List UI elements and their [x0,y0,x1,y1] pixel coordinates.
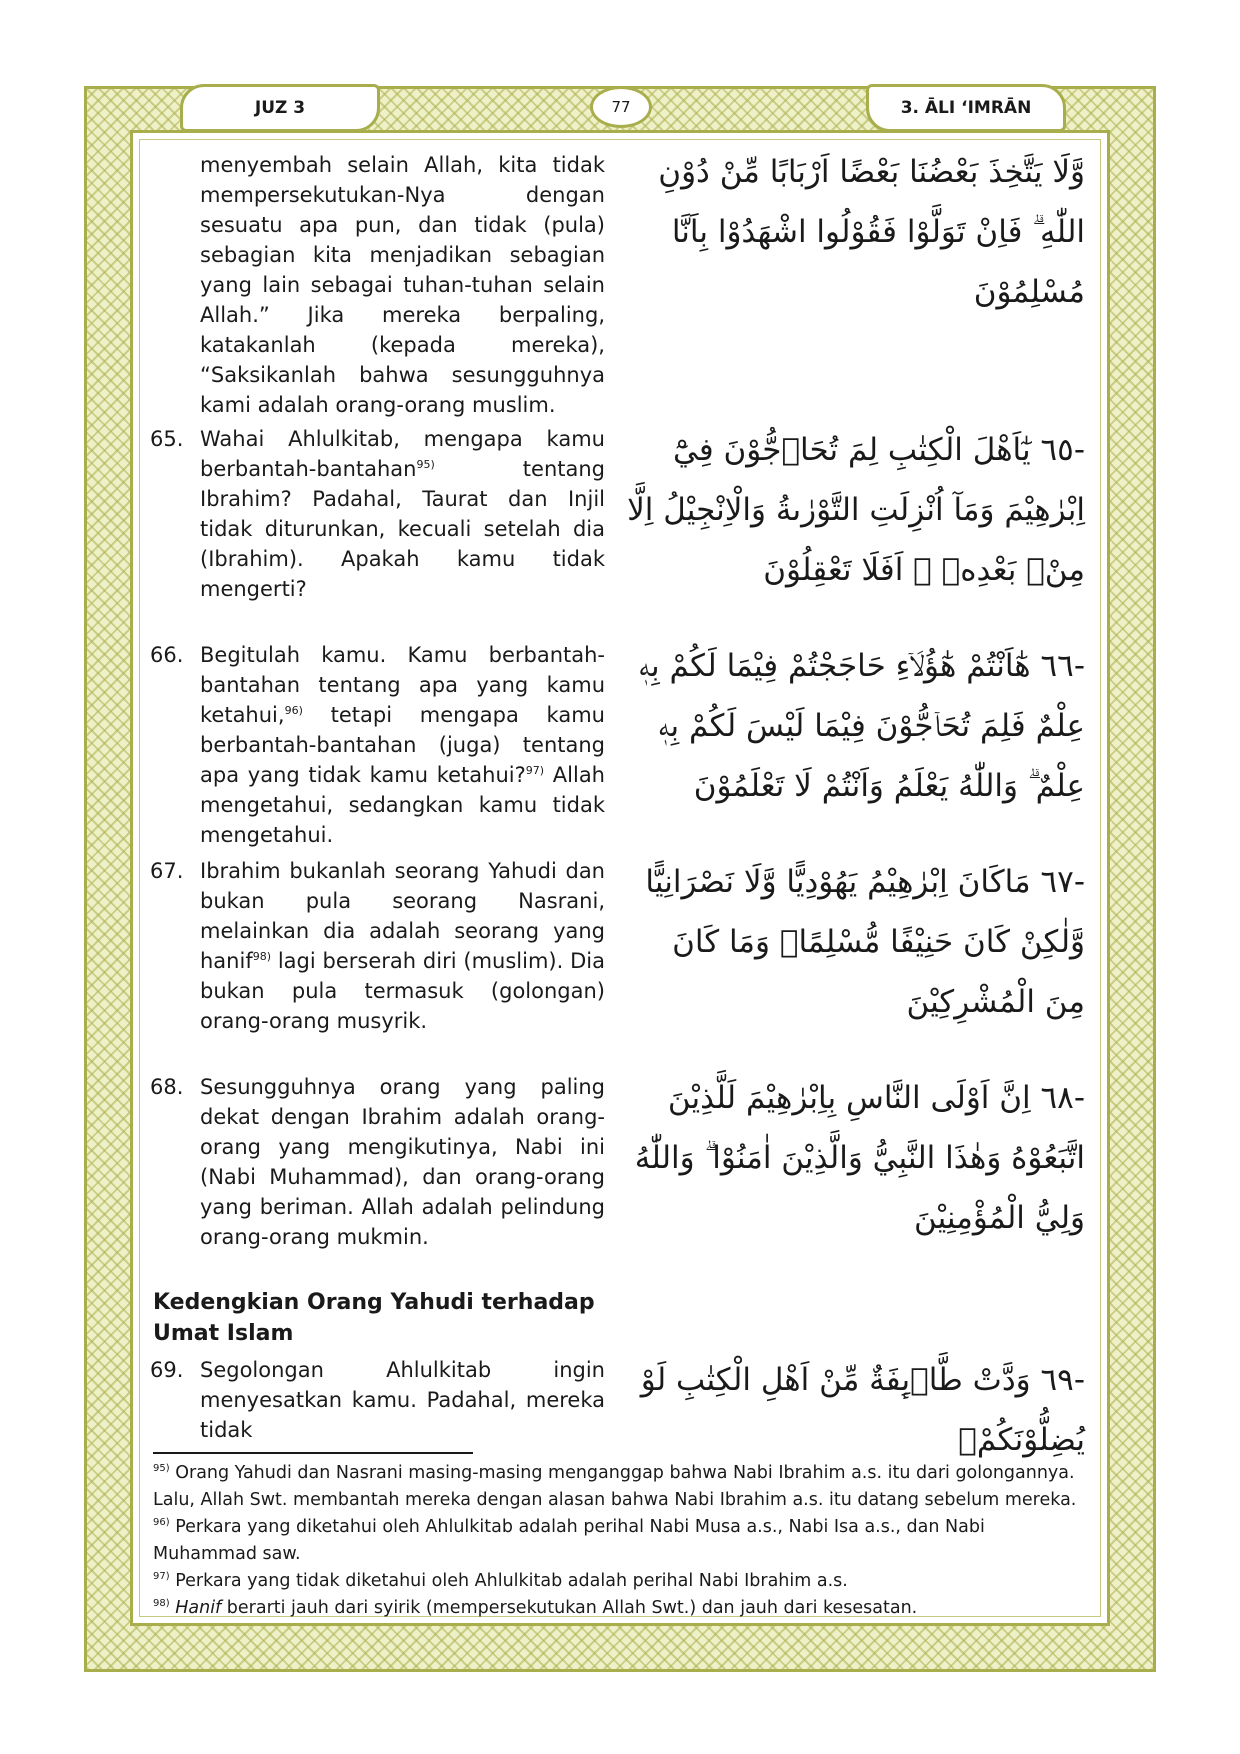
translation-text: Segolongan Ahlulkitab ingin menyesatkan kamu. Padahal, mereka tidak [200,1358,605,1442]
arabic-text: يٰٓاَهْلَ الْكِتٰبِ لِمَ تُحَاۤجُّوْنَ فِيْٓ اِبْرٰهِيْمَ وَمَآ اُنْزِلَتِ التَّوْرٰىةُ وَالْاِنْجِيْلُ اِلَّا مِنْۢ بَعْدِهٖ ۗ اَفَلَا تَعْقِلُوْنَ [627,432,1085,588]
footnote-ref: 98) [252,950,272,963]
page-number [590,86,652,128]
arabic-verse-number: -٦٥ [1040,432,1085,468]
translation-verse-67 [150,856,605,1036]
arabic-verse-65 [625,420,1085,600]
footnote-mark: 97) [153,1571,170,1582]
juz-text: JUZ 3 [254,98,306,118]
footnote-98 [153,1595,1088,1622]
footnote-term: Hanif [175,1598,222,1618]
arabic-text: اِنَّ اَوْلَى النَّاسِ بِاِبْرٰهِيْمَ لَلَّذِيْنَ اتَّبَعُوْهُ وَهٰذَا النَّبِيُّ وَالَّذِيْنَ اٰمَنُوْا ۗ وَاللّٰهُ وَلِيُّ الْمُؤْمِنِيْنَ [634,1080,1085,1236]
footnote-96 [153,1514,1088,1568]
footnote-text: Perkara yang diketahui oleh Ahlulkitab adalah perihal Nabi Musa a.s., Nabi Isa a.s., dan Nabi Muhammad saw. [153,1517,985,1564]
juz-label [180,84,380,132]
verse-number: 66. [150,643,184,667]
translation-text: Ibrahim bukanlah seorang Yahudi dan bukan pula seorang Nasrani, melainkan dia adalah seorang yang hanif$^{98)}$ lagi berserah diri (muslim). Dia bukan pula termasuk (golongan) orang-orang musyrik. [200,859,605,1033]
translation-text: Begitulah kamu. Kamu berbantah-bantahan tentang apa yang kamu ketahui,$^{96)}$ tetapi mengapa kamu berbantah-bantahan (juga) tentang apa yang tidak kamu ketahui?$^{97)}$ Allah mengetahui, sedangkan kamu tidak mengetahui. [200,643,605,847]
verse-number: 67. [150,859,184,883]
footnotes [153,1460,1088,1622]
arabic-verse-number: -٦٧ [1040,864,1085,900]
footnote-ref: 95) [416,458,435,471]
arabic-verse-69 [625,1350,1085,1470]
arabic-verse-number: -٦٩ [1040,1362,1085,1398]
arabic-verse-number: -٦٨ [1040,1080,1085,1116]
surah-label [866,84,1066,132]
footnote-divider [153,1452,473,1454]
verse-number: 65. [150,427,184,451]
footnote-mark: 95) [153,1463,170,1474]
arabic-text: وَدَّتْ طَّاۤىِٕفَةٌ مِّنْ اَهْلِ الْكِتٰبِ لَوْ يُضِلُّوْنَكُمْۗ [640,1362,1085,1458]
arabic-text: هٰٓاَنْتُمْ هٰٓؤُلَاۤءِ حَاجَجْتُمْ فِيْمَا لَكُمْ بِهٖ عِلْمٌ فَلِمَ تُحَاۤجُّوْنَ فِيْمَا لَيْسَ لَكُمْ بِهٖ عِلْمٌ ۗ وَاللّٰهُ يَعْلَمُ وَاَنْتُمْ لَا تَعْلَمُوْنَ [638,648,1085,804]
translation-verse-69 [150,1355,605,1445]
surah-text: 3. ĀLI ‘IMRĀN [900,98,1032,118]
arabic-verse-66 [625,636,1085,816]
translation-text: menyembah selain Allah, kita tidak mempersekutukan-Nya dengan sesuatu apa pun, dan tidak (pula) sebagian kita menjadikan sebagian yang lain sebagai tuhan-tuhan selain Allah.” Jika mereka berpaling, katakanlah (kepada mereka), “Saksikanlah bahwa sesungguhnya kami adalah orang-orang muslim. [200,153,605,417]
arabic-verse-64 [625,142,1085,322]
translation-verse-65 [150,424,605,604]
footnote-text: Orang Yahudi dan Nasrani masing-masing menganggap bahwa Nabi Ibrahim a.s. itu dari golongannya. Lalu, Allah Swt. membantah mereka dengan alasan bahwa Nabi Ibrahim a.s. itu datang sebelum mereka. [153,1463,1077,1510]
footnote-97 [153,1568,1088,1595]
translation-verse-66 [150,640,605,850]
verse-number: 69. [150,1358,184,1382]
arabic-verse-68 [625,1068,1085,1248]
footnote-text: Perkara yang tidak diketahui oleh Ahlulkitab adalah perihal Nabi Ibrahim a.s. [175,1571,848,1591]
footnote-mark: 98) [153,1598,170,1609]
translation-continuation [150,150,605,420]
footnote-ref: 97) [525,764,545,777]
footnote-ref: 96) [284,704,303,717]
arabic-text: وَّلَا يَتَّخِذَ بَعْضُنَا بَعْضًا اَرْبَابًا مِّنْ دُوْنِ اللّٰهِ ۗ فَاِنْ تَوَلَّوْا فَقُوْلُوا اشْهَدُوْا بِاَنَّا مُسْلِمُوْنَ [658,154,1085,310]
footnote-95 [153,1460,1088,1514]
footnote-mark: 96) [153,1517,170,1528]
translation-text: Wahai Ahlulkitab, mengapa kamu berbantah-bantahan$^{95)}$ tentang Ibrahim? Padahal, Taurat dan Injil tidak diturunkan, kecuali setelah dia (Ibrahim). Apakah kamu tidak mengerti? [200,427,605,601]
verse-number: 68. [150,1075,184,1099]
section-heading: Kedengkian Orang Yahudi terhadap Umat Islam [153,1290,595,1346]
arabic-verse-number: -٦٦ [1040,648,1085,684]
arabic-text: مَاكَانَ اِبْرٰهِيْمُ يَهُوْدِيًّا وَّلَا نَصْرَانِيًّا وَّلٰكِنْ كَانَ حَنِيْفًا مُّسْلِمًاۗ وَمَا كَانَ مِنَ الْمُشْرِكِيْنَ [645,864,1085,1020]
translation-text: Sesungguhnya orang yang paling dekat dengan Ibrahim adalah orang-orang yang mengikutinya, Nabi ini (Nabi Muhammad), dan orang-orang yang beriman. Allah adalah pelindung orang-orang mukmin. [200,1075,605,1249]
footnote-text: berarti jauh dari syirik (mempersekutukan Allah Swt.) dan jauh dari kesesatan. [221,1598,918,1618]
translation-verse-68 [150,1072,605,1252]
arabic-verse-67 [625,852,1085,1032]
page-number-text: 77 [611,98,631,116]
